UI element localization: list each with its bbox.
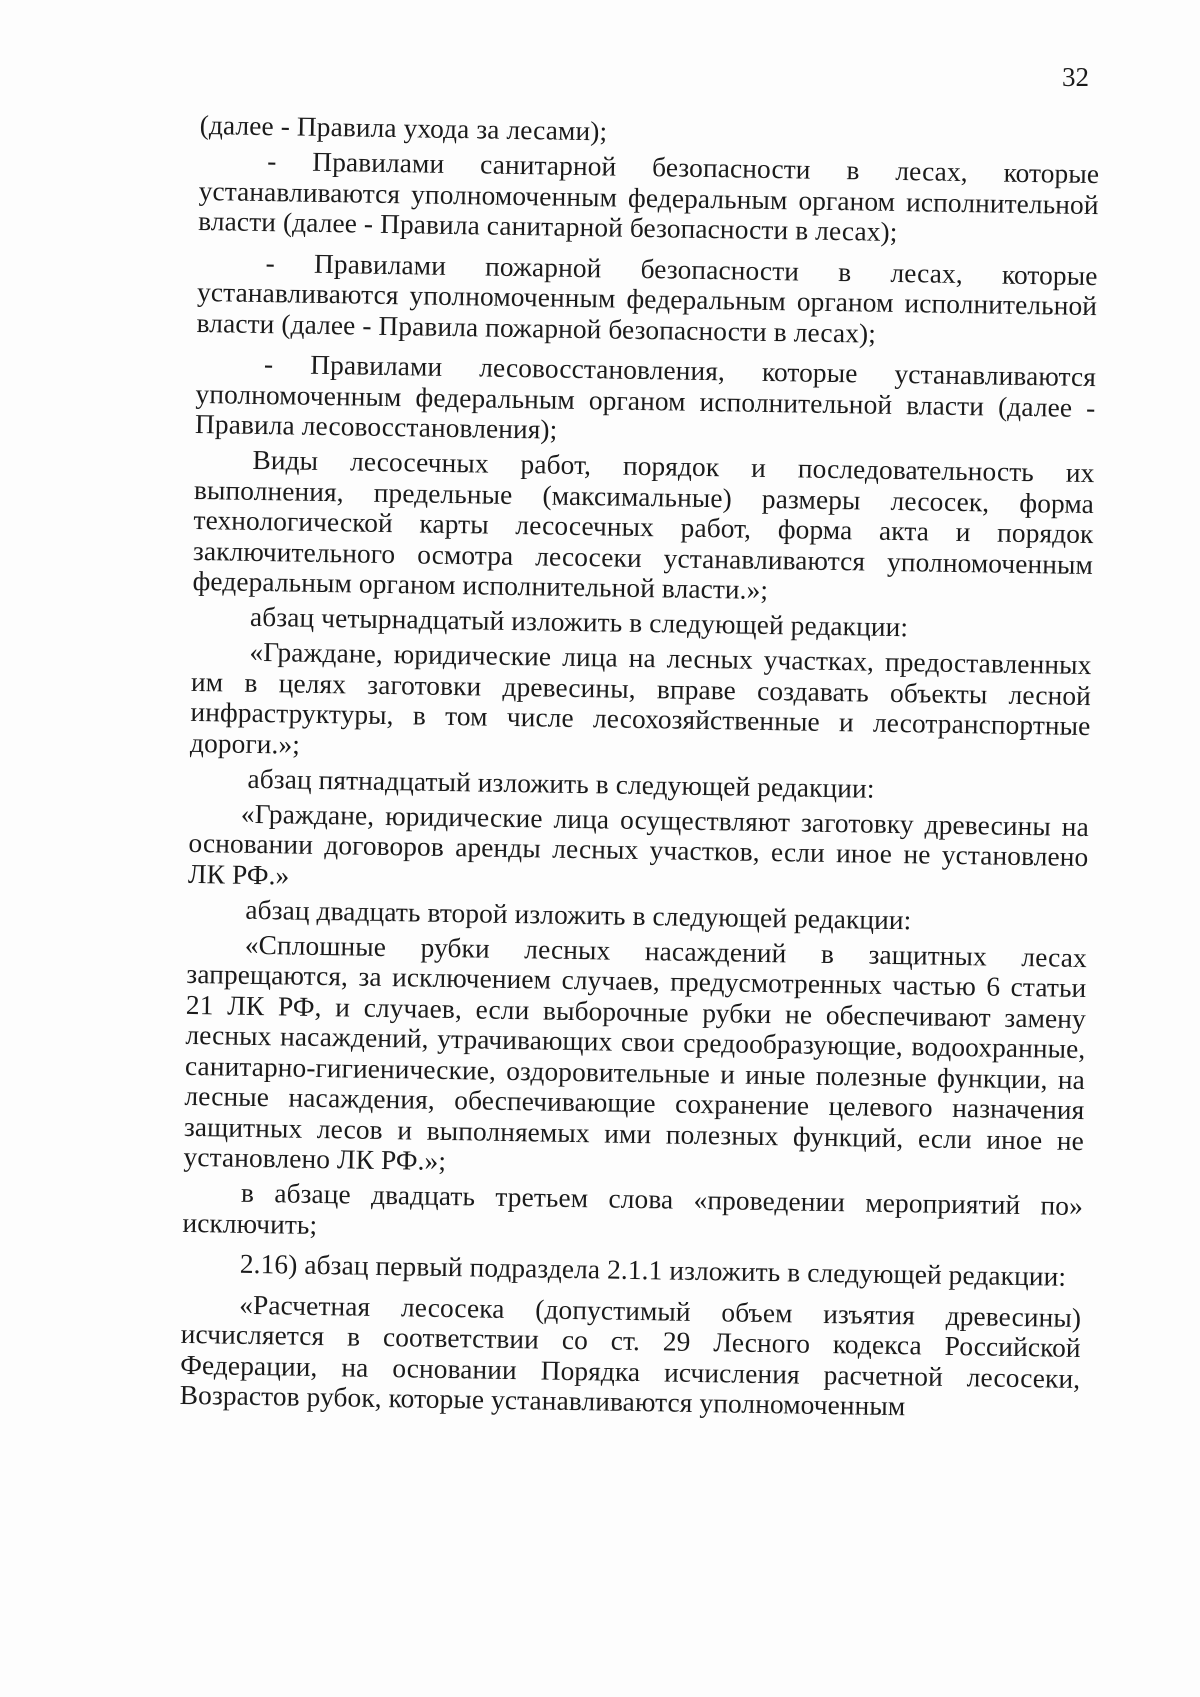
paragraph-logging-types: Виды лесосечных работ, порядок и последовательность их выполнения, предельные (максимальные) размеры лесосек, форма технологической карты лесосечных работ, форма акта и порядок заключительного осмотра лесосеки устанавливаются уполномоченным федеральным органом исполнительной власти.»; [192,444,1095,605]
paragraph-instruction-14: абзац четырнадцатый изложить в следующей редакции: [249,601,909,643]
paragraph-quote-22: «Сплошные рубки лесных насаждений в защитных лесах запрещаются, за исключением случаев, предусмотренных частью 6 статьи 21 ЛК РФ, и случаев, если выборочные рубки не обеспечивают замену лесных насаждений, утрачивающих свои средообразующие, водоохранные, санитарно-гигиенические, оздоровительные и иные полезные функции, на лесные насаждения, обеспечивающие сохранение целевого назначения защитных лесов и выполняемых ими полезных функций, если иное не установлено ЛК РФ.»; [183,929,1088,1176]
paragraph-reforestation-rules: - Правилами лесовосстановления, которые устанавливаются уполномоченным федеральным органом исполнительной власти (далее - Правила лесовосстановления); [194,349,1097,445]
document-body [180,110,1100,1429]
paragraph-instruction-22: абзац двадцать второй изложить в следующей редакции: [245,894,912,935]
paragraph-item-2-16: 2.16) абзац первый подраздела 2.1.1 изложить в следующей редакции: [239,1248,1067,1292]
paragraph-sanitary-rules: - Правилами санитарной безопасности в лесах, которые устанавливаются уполномоченным федеральным органом исполнительной власти (далее - Правила санитарной безопасности в лесах); [198,146,1100,247]
paragraph-instruction-15: абзац пятнадцатый изложить в следующей редакции: [247,763,875,804]
paragraph-quote-14: «Граждане, юридические лица на лесных участках, предоставленных им в целях заготовки древесины, вправе создавать объекты лесной инфраструктуры, в том числе лесохозяйственные и лесотранспортные дороги.»; [189,636,1092,760]
page-number: 32 [1062,62,1089,92]
paragraph-fire-rules: - Правилами пожарной безопасности в лесах, которые устанавливаются уполномоченным федеральным органом исполнительной власти (далее - Правила пожарной безопасности в лесах); [196,247,1098,349]
paragraph-quote-15: «Граждане, юридические лица осуществляют заготовку древесины на основании договоров аренды лесных участков, если иное не установлено ЛК РФ.» [187,798,1090,890]
paragraph-instruction-23: в абзаце двадцать третьем слова «проведении мероприятий по» исключить; [182,1177,1084,1240]
paragraph-continuation: (далее - Правила ухода за лесами); [199,110,608,147]
paragraph-quote-2-1-1: «Расчетная лесосека (допустимый объем изъятия древесины) исчисляется в соответствии со ст. 29 Лесного кодекса Российской Федерации, на основании Порядка исчисления расчетной лесосеки, Возрастов рубок, которые устанавливаются уполномоченным [179,1289,1082,1422]
